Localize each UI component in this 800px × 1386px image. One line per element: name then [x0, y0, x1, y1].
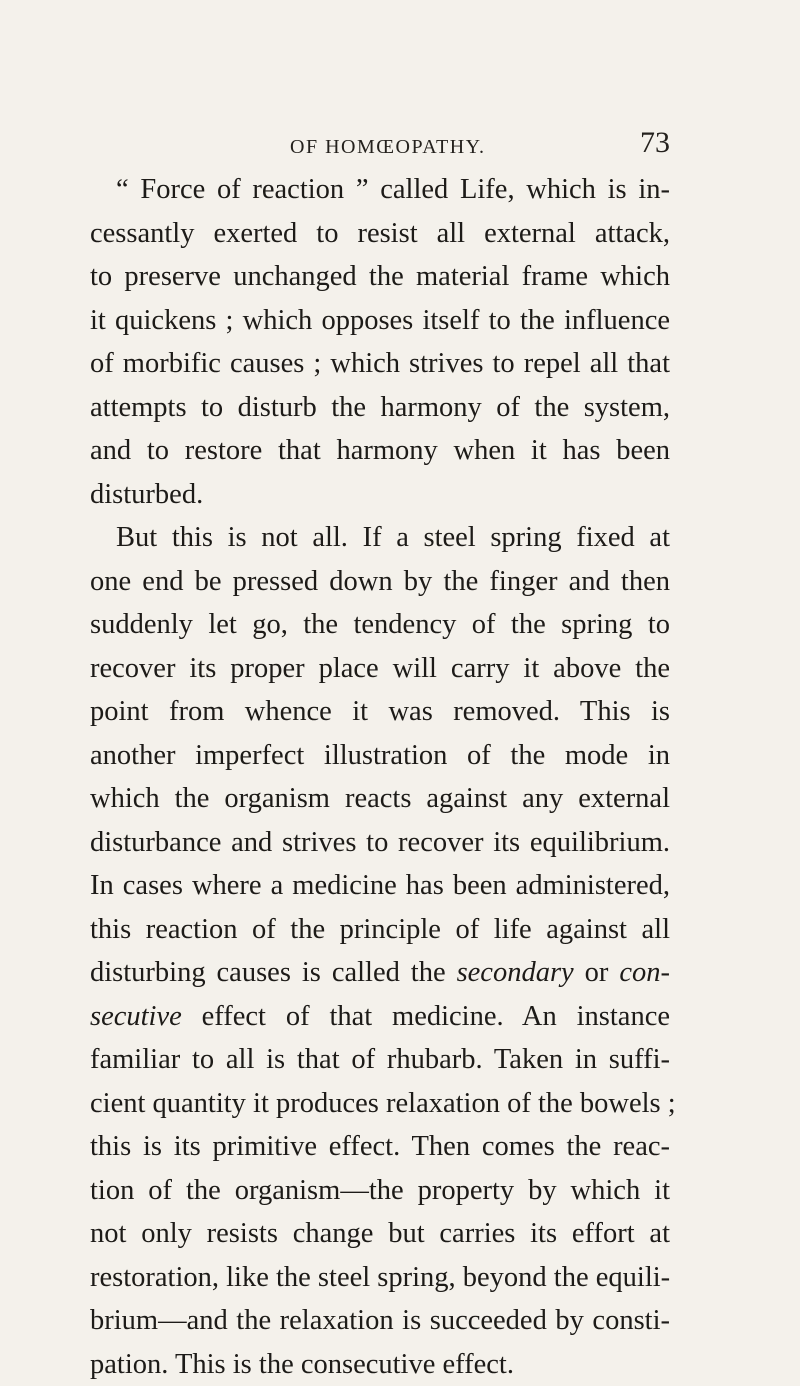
text-segment: or: [574, 957, 620, 988]
text-line: it quickens ; which opposes itself to the influence: [90, 299, 670, 343]
italic-term: con-: [619, 957, 670, 988]
text-line: brium—and the relaxation is succeeded by consti-: [90, 1299, 670, 1343]
text-line: not only resists change but carries its effort at: [90, 1212, 670, 1256]
running-head: [210, 118, 670, 158]
text-line: disturbance and strives to recover its equilibrium.: [90, 821, 670, 865]
text-line: [90, 951, 670, 995]
text-line: tion of the organism—the property by which it: [90, 1169, 670, 1213]
text-line: another imperfect illustration of the mode in: [90, 734, 670, 778]
text-line: cient quantity it produces relaxation of the bowels ;: [90, 1082, 670, 1126]
running-title: OF HOMŒOPATHY.: [290, 136, 486, 159]
text-line: point from whence it was removed. This is: [90, 690, 670, 734]
text-line: this is its primitive effect. Then comes the reac-: [90, 1125, 670, 1169]
page-number: 73: [640, 126, 670, 160]
body-text: [90, 168, 670, 1386]
text-line: “ Force of reaction ” called Life, which is in-: [90, 168, 670, 212]
text-line: But this is not all. If a steel spring fixed at: [90, 516, 670, 560]
text-line: In cases where a medicine has been administered,: [90, 864, 670, 908]
text-line: to preserve unchanged the material frame which: [90, 255, 670, 299]
text-segment: effect of that medicine. An instance: [182, 1001, 670, 1032]
text-line: pation. This is the consecutive effect.: [90, 1343, 670, 1386]
text-line: familiar to all is that of rhubarb. Taken in suffi-: [90, 1038, 670, 1082]
text-line: restoration, like the steel spring, beyond the equili-: [90, 1256, 670, 1300]
text-line: cessantly exerted to resist all external attack,: [90, 212, 670, 256]
text-line: of morbific causes ; which strives to repel all that: [90, 342, 670, 386]
text-line: suddenly let go, the tendency of the spring to: [90, 603, 670, 647]
text-line: [90, 995, 670, 1039]
text-line: this reaction of the principle of life against all: [90, 908, 670, 952]
text-line: recover its proper place will carry it above the: [90, 647, 670, 691]
text-line: attempts to disturb the harmony of the system,: [90, 386, 670, 430]
italic-term: secutive: [90, 1001, 182, 1032]
text-line: one end be pressed down by the finger and then: [90, 560, 670, 604]
text-line: disturbed.: [90, 473, 670, 517]
text-line: and to restore that harmony when it has been: [90, 429, 670, 473]
text-segment: disturbing causes is called the: [90, 957, 457, 988]
italic-term: secondary: [457, 957, 574, 988]
text-line: which the organism reacts against any external: [90, 777, 670, 821]
